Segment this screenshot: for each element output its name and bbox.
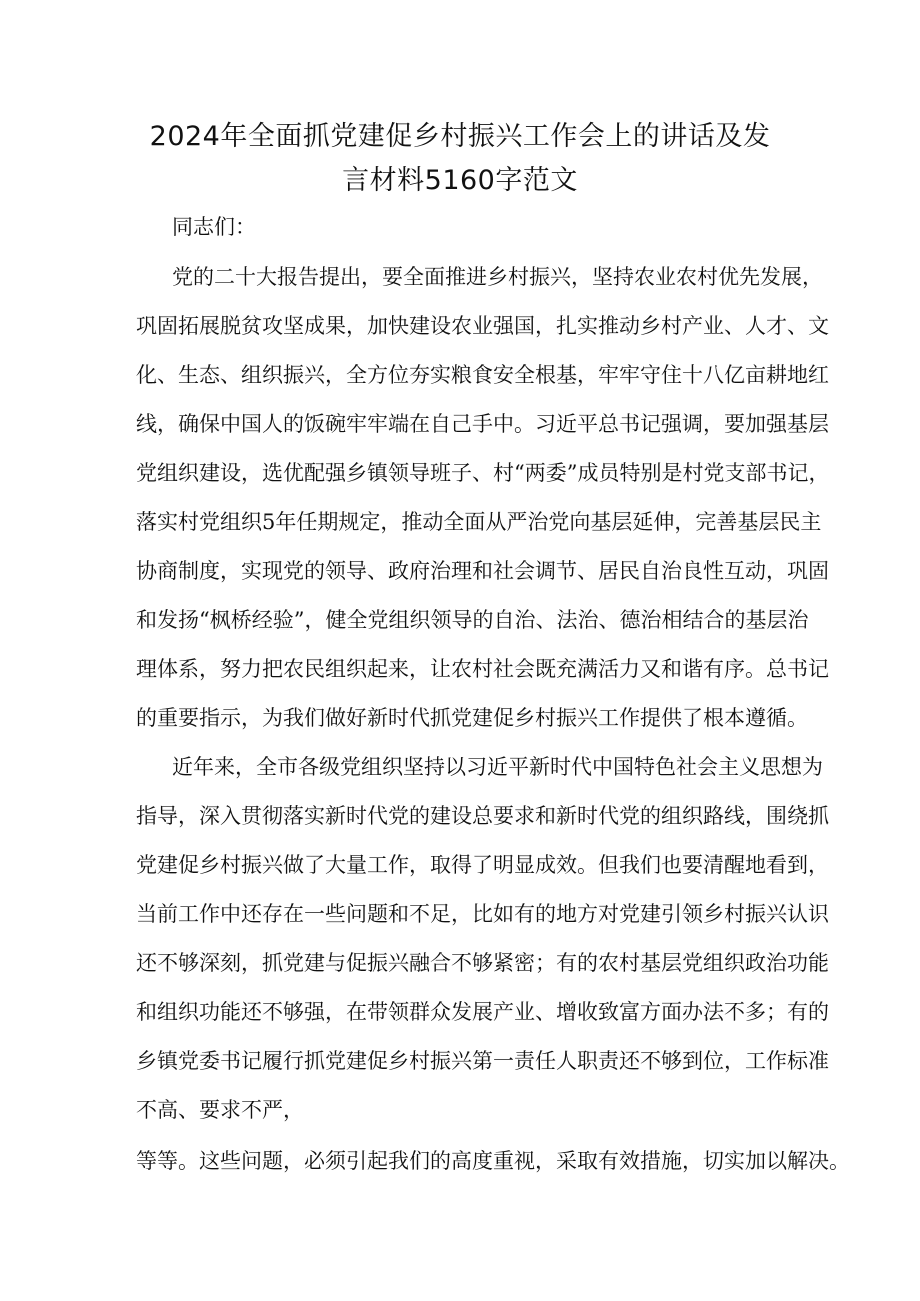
body-line: 协商制度，实现党的领导、政府治理和社会调节、居民自治良性互动，巩固 [136,559,829,583]
document-title-line-2: 言材料5160字范文 [342,165,578,196]
document-title-line-1: 2024年全面抓党建促乡村振兴工作会上的讲话及发 [149,121,771,152]
body-line: 和发扬“枫桥经验”，健全党组织领导的自治、法治、德治相结合的基层治 [136,608,809,632]
body-line: 还不够深刻，抓党建与促振兴融合不够紧密；有的农村基层党组织政治功能 [136,951,829,975]
body-line: 不高、要求不严， [136,1098,304,1122]
body-line: 乡镇党委书记履行抓党建促乡村振兴第一责任人职责还不够到位，工作标准 [136,1049,829,1073]
body-line: 巩固拓展脱贫攻坚成果，加快建设农业强国，扎实推动乡村产业、人才、文 [136,314,829,338]
body-line: 理体系，努力把农民组织起来，让农村社会既充满活力又和谐有序。总书记 [136,657,829,681]
body-line: 党的二十大报告提出，要全面推进乡村振兴，坚持农业农村优先发展， [172,265,823,289]
body-line: 和组织功能还不够强，在带领群众发展产业、增收致富方面办法不多；有的 [136,1000,829,1024]
body-line: 落实村党组织5年任期规定，推动全面从严治党向基层延伸，完善基层民主 [136,510,822,534]
body-line: 党建促乡村振兴做了大量工作，取得了明显成效。但我们也要清醒地看到， [136,853,829,877]
body-line: 线，确保中国人的饭碗牢牢端在自己手中。习近平总书记强调，要加强基层 [136,412,829,436]
body-line: 近年来，全市各级党组织坚持以习近平新时代中国特色社会主义思想为 [172,755,823,779]
body-line: 党组织建设，选优配强乡镇领导班子、村“两委”成员特别是村党支部书记， [136,461,830,485]
body-line: 的重要指示，为我们做好新时代抓党建促乡村振兴工作提供了根本遵循。 [136,706,808,730]
body-line: 指导，深入贯彻落实新时代党的建设总要求和新时代党的组织路线，围绕抓 [136,804,829,828]
salutation: 同志们： [172,215,256,239]
body-line: 等等。这些问题，必须引起我们的高度重视，采取有效措施，切实加以解决。 [136,1149,850,1173]
body-line: 当前工作中还存在一些问题和不足，比如有的地方对党建引领乡村振兴认识 [136,902,829,926]
body-line: 化、生态、组织振兴，全方位夯实粮食安全根基，牢牢守住十八亿亩耕地红 [136,363,829,387]
